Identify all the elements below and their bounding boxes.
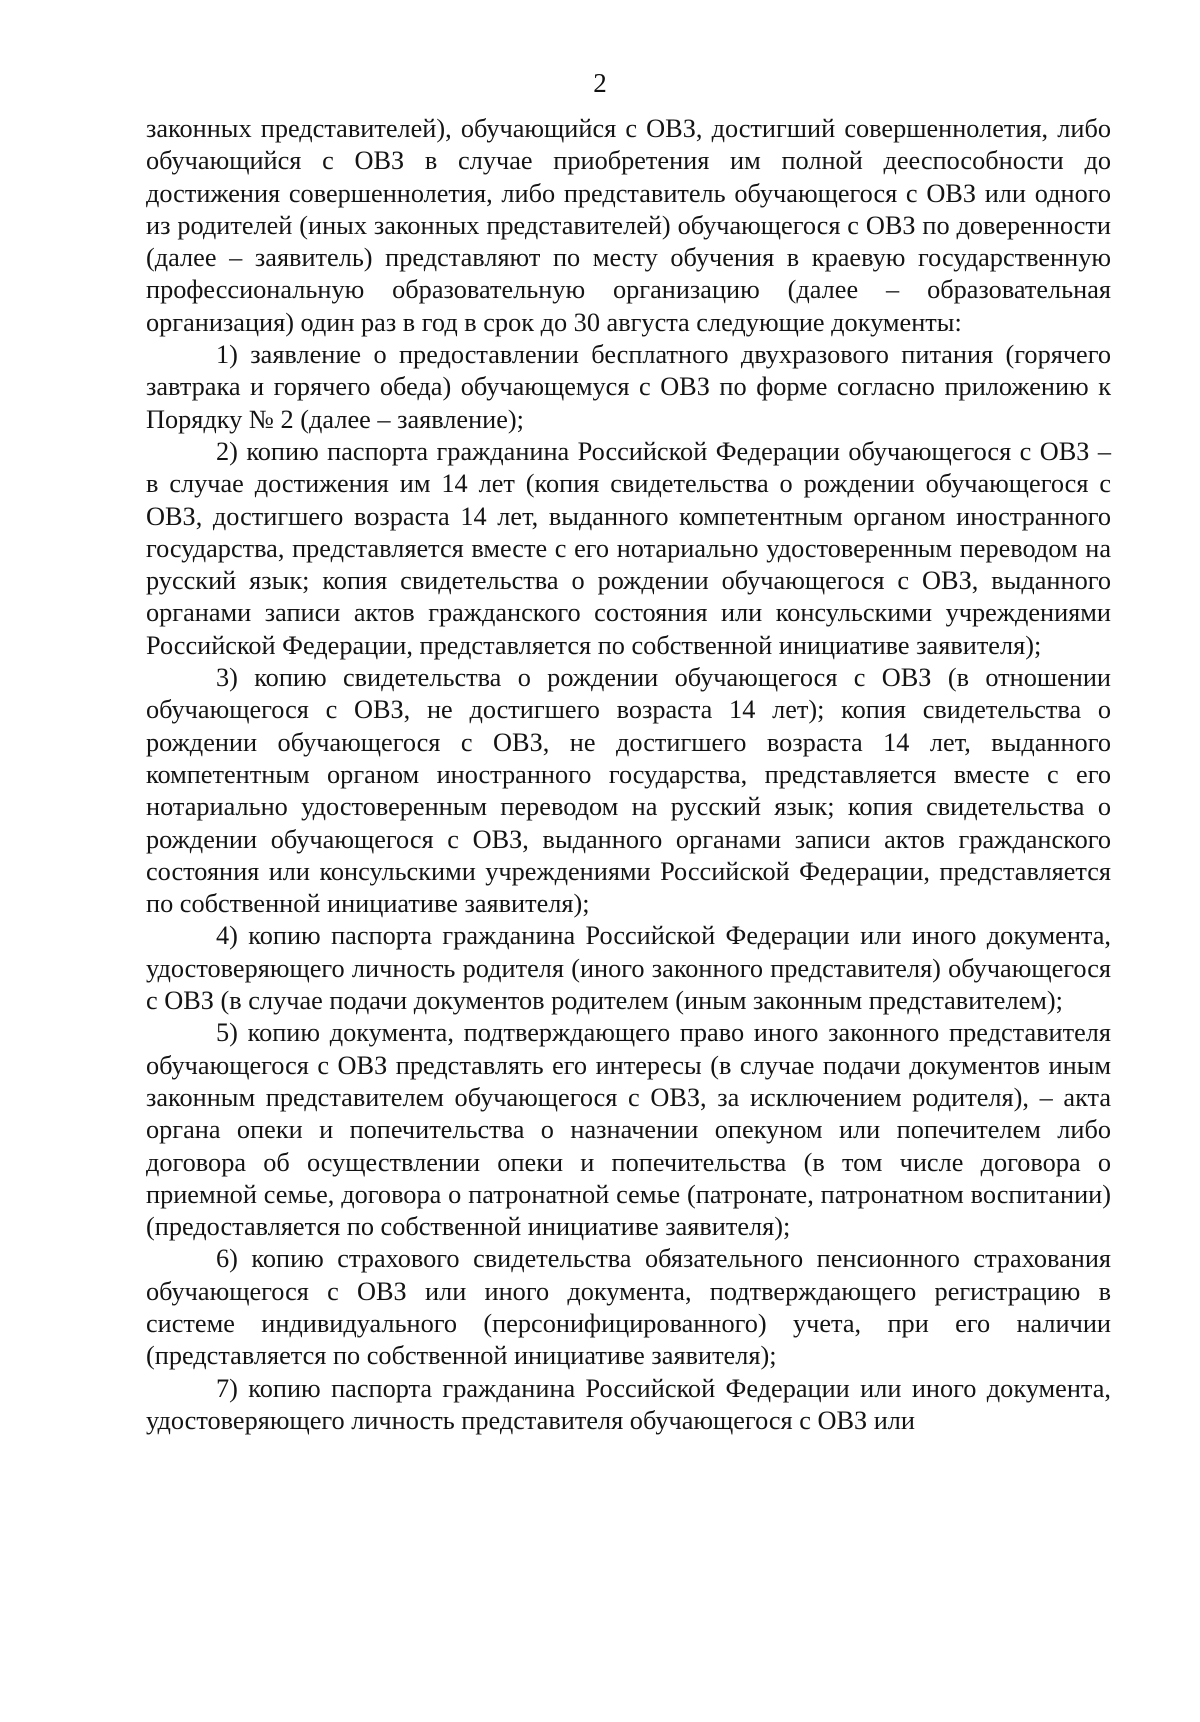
list-item-5: 5) копию документа, подтверждающего право иного законного представителя обучающегося с ОВЗ представлять его интересы (в случае подачи документов иным законным представителем обучающегося с ОВЗ, за исключением родителя), – акта органа опеки и попечительства о назначении опекуном или попечителем либо договора об осуществлении опеки и попечительства (в том числе договора о приемной семье, договора о патронатной семье (патронате, патронатном воспитании) (предоставляется по собственной инициативе заявителя); — [146, 1018, 1111, 1242]
list-item-1: 1) заявление о предоставлении бесплатного двухразового питания (горячего завтрака и горячего обеда) обучающемуся с ОВЗ по форме согласно приложению к Порядку № 2 (далее – заявление); — [146, 340, 1111, 434]
list-item-7: 7) копию паспорта гражданина Российской Федерации или иного документа, удостоверяющего личность представителя обучающегося с ОВЗ или — [146, 1373, 1111, 1435]
page-number: 2 — [593, 68, 607, 98]
list-item-2: 2) копию паспорта гражданина Российской Федерации обучающегося с ОВЗ – в случае достижения им 14 лет (копия свидетельства о рождении обучающегося с ОВЗ, достигшего возраста 14 лет, выданного компетентным органом иностранного государства, представляется вместе с его нотариально удостоверенным переводом на русский язык; копия свидетельства о рождении обучающегося с ОВЗ, выданного органами записи актов гражданского состояния или консульскими учреждениями Российской Федерации, представляется по собственной инициативе заявителя); — [146, 436, 1111, 660]
list-item-3: 3) копию свидетельства о рождении обучающегося с ОВЗ (в отношении обучающегося с ОВЗ, не достигшего возраста 14 лет); копия свидетельства о рождении обучающегося с ОВЗ, не достигшего возраста 14 лет, выданного компетентным органом иностранного государства, представляется вместе с его нотариально удостоверенным переводом на русский язык; копия свидетельства о рождении обучающегося с ОВЗ, выданного органами записи актов гражданского состояния или консульскими учреждениями Российской Федерации, представляется по собственной инициативе заявителя); — [146, 663, 1111, 919]
list-item-6: 6) копию страхового свидетельства обязательного пенсионного страхования обучающегося с ОВЗ или иного документа, подтверждающего регистрацию в системе индивидуального (персонифицированного) учета, при его наличии (представляется по собственной инициативе заявителя); — [146, 1244, 1111, 1371]
paragraph-intro: законных представителей), обучающийся с ОВЗ, достигший совершеннолетия, либо обучающийся с ОВЗ в случае приобретения им полной дееспособности до достижения совершеннолетия, либо представитель обучающегося с ОВЗ или одного из родителей (иных законных представителей) обучающегося с ОВЗ по доверенности (далее – заявитель) представляют по месту обучения в краевую государственную профессиональную образовательную организацию (далее – образовательная организация) один раз в год в срок до 30 августа следующие документы: — [146, 114, 1111, 337]
document-body — [146, 113, 1111, 1437]
list-item-4: 4) копию паспорта гражданина Российской Федерации или иного документа, удостоверяющего личность родителя (иного законного представителя) обучающегося с ОВЗ (в случае подачи документов родителем (иным законным представителем); — [146, 921, 1111, 1016]
